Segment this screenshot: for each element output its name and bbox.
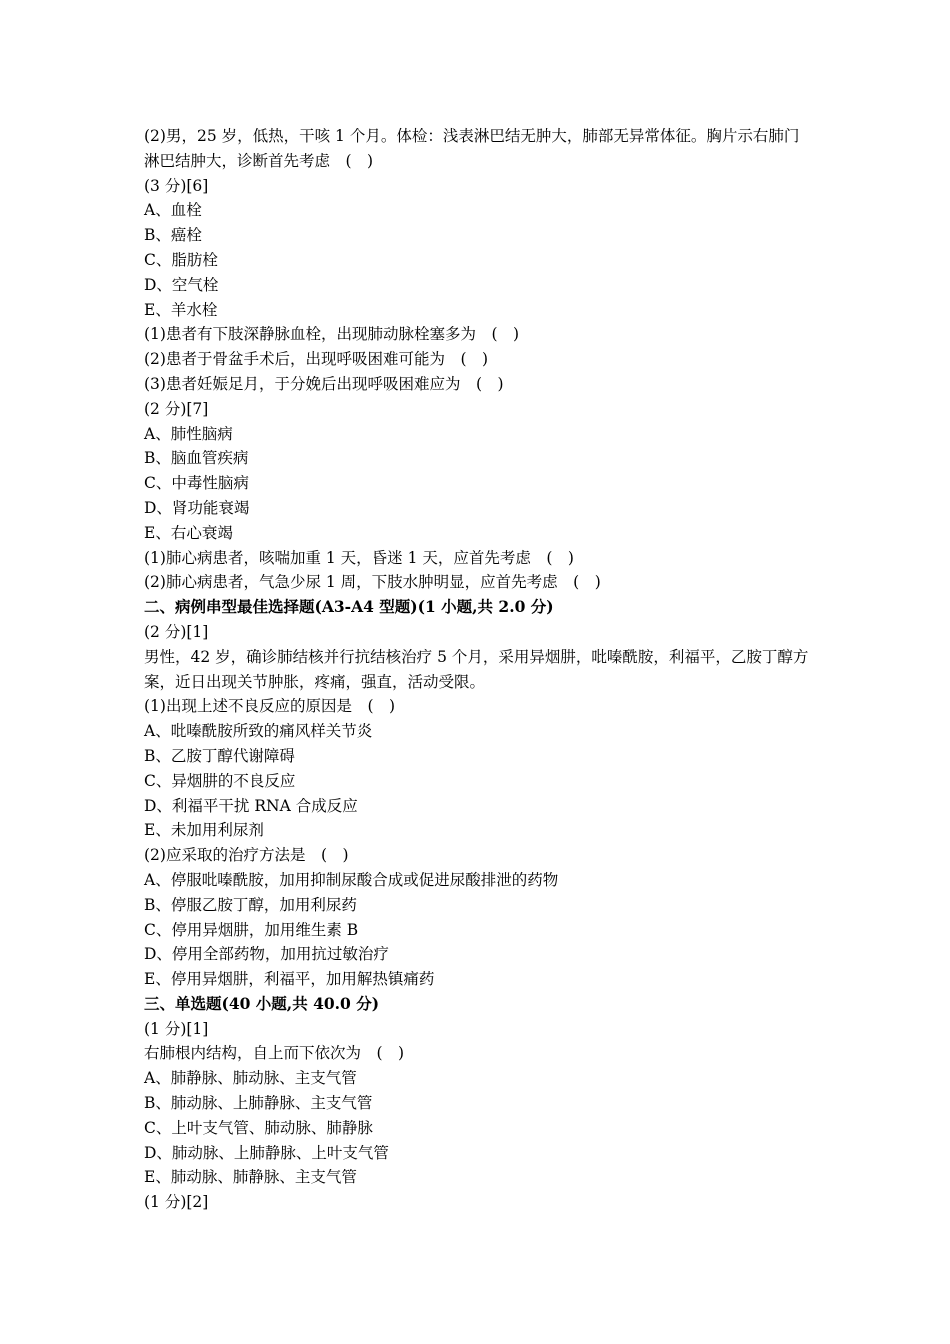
case-description: 男性，42 岁，确诊肺结核并行抗结核治疗 5 个月，采用异烟肼，吡嗪酰胺，利福平，乙胺丁醇方案，近日出现关节肿胀，疼痛，强直，活动受限。 [144,647,809,691]
sub-question: (3)患者妊娠足月，于分娩后出现呼吸困难应为 ( ) [144,374,504,393]
option-e: E、未加用利尿剂 [144,821,264,840]
option-d: D、停用全部药物，加用抗过敏治疗 [144,945,389,964]
sub-question: (1)出现上述不良反应的原因是 ( ) [144,697,396,716]
option-e: E、肺动脉、肺静脉、主支气管 [144,1168,357,1187]
option-c: C、中毒性脑病 [144,474,249,493]
option-a: A、肺性脑病 [144,424,233,443]
option-e: E、羊水栓 [144,300,218,319]
sub-question: (1)肺心病患者，咳喘加重 1 天，昏迷 1 天，应首先考虑 ( ) [144,548,574,567]
sub-question: (2)患者于骨盆手术后，出现呼吸困难可能为 ( ) [144,350,489,369]
option-d: D、空气栓 [144,275,219,294]
option-b: B、肺动脉、上肺静脉、主支气管 [144,1094,373,1113]
option-b: B、停服乙胺丁醇，加用利尿药 [144,895,357,914]
sub-question: (2)应采取的治疗方法是 ( ) [144,846,349,865]
option-c: C、停用异烟肼，加用维生素 B [144,920,359,939]
option-b: B、乙胺丁醇代谢障碍 [144,746,295,765]
option-c: C、异烟肼的不良反应 [144,771,296,790]
option-b: B、脑血管疾病 [144,449,249,468]
option-a: A、停服吡嗪酰胺，加用抑制尿酸合成或促进尿酸排泄的药物 [144,870,559,889]
option-b: B、癌栓 [144,226,202,245]
option-a: A、吡嗪酰胺所致的痛风样关节炎 [144,722,373,741]
score-label: (3 分)[6] [144,176,209,195]
option-e: E、停用异烟肼，利福平，加用解热镇痛药 [144,970,435,989]
question-text: (2)男，25 岁，低热，干咳 1 个月。体检：浅表淋巴结无肿大，肺部无异常体征。胸片示右肺门淋巴结肿大，诊断首先考虑 ( ) [144,127,800,170]
option-d: D、利福平干扰 RNA 合成反应 [144,796,358,815]
document-page [144,124,814,1215]
sub-question: (1)患者有下肢深静脉血栓，出现肺动脉栓塞多为 ( ) [144,325,520,344]
option-c: C、脂肪栓 [144,250,218,269]
sub-question: (2)肺心病患者，气急少尿 1 周，下肢水肿明显，应首先考虑 ( ) [144,573,601,592]
option-a: A、血栓 [144,201,202,220]
option-d: D、肺动脉、上肺静脉、上叶支气管 [144,1143,389,1162]
section-heading: 二、病例串型最佳选择题(A3-A4 型题)(1 小题,共 2.0 分) [144,597,554,617]
option-e: E、右心衰竭 [144,523,233,542]
score-label: (1 分)[2] [144,1193,209,1212]
option-c: C、上叶支气管、肺动脉、肺静脉 [144,1118,373,1137]
score-label: (1 分)[1] [144,1019,209,1038]
score-label: (2 分)[7] [144,399,209,418]
option-d: D、肾功能衰竭 [144,498,250,517]
score-label: (2 分)[1] [144,622,209,641]
section-heading: 三、单选题(40 小题,共 40.0 分) [144,993,380,1013]
option-a: A、肺静脉、肺动脉、主支气管 [144,1069,357,1088]
question-text: 右肺根内结构，自上而下依次为 ( ) [144,1044,405,1063]
